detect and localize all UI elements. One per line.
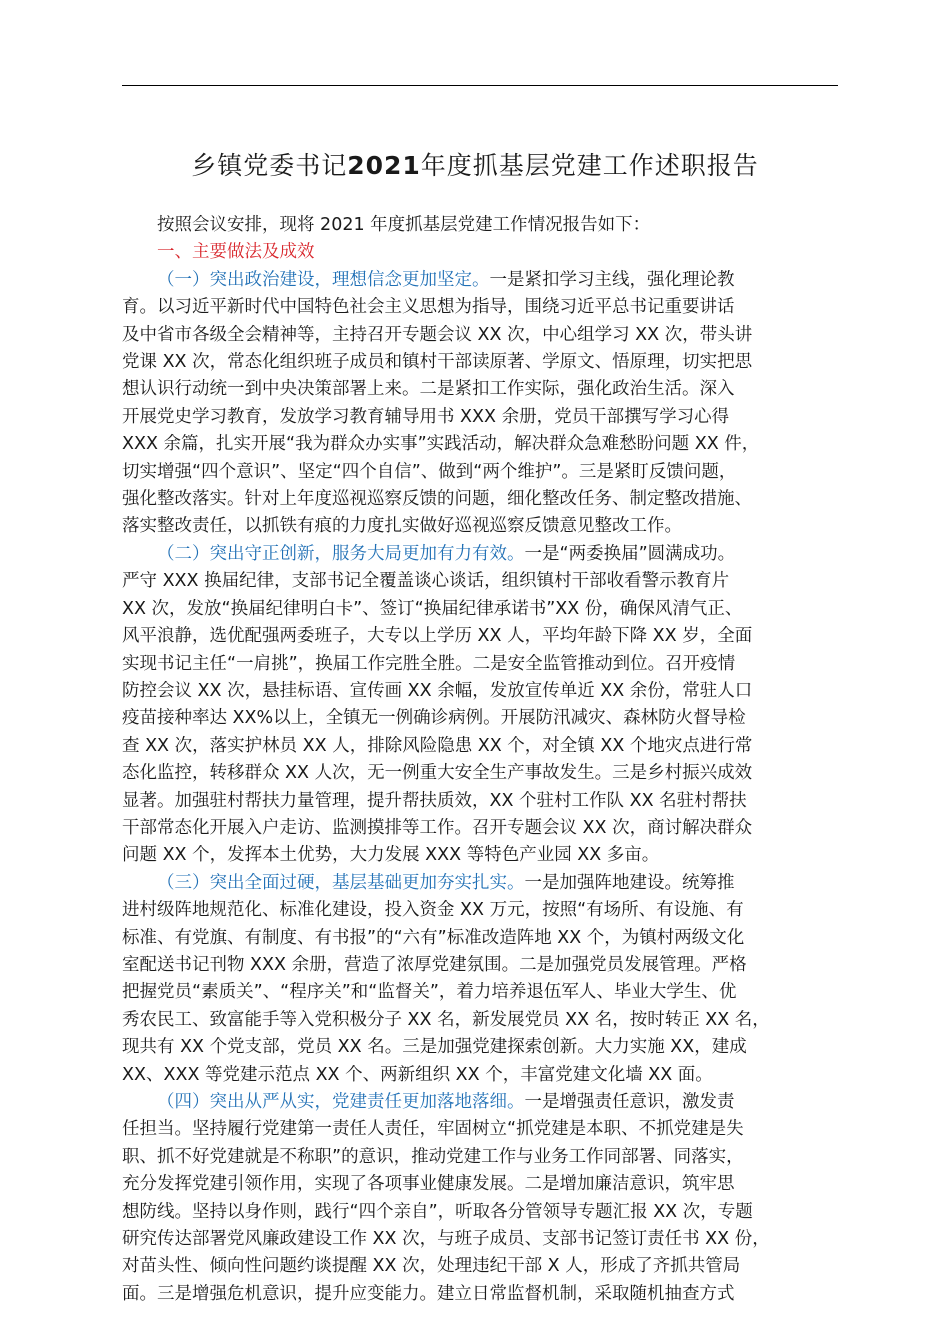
paragraph-1	[122, 267, 842, 541]
p4-heading: （四）突出从严从实，党建责任更加落地落细。	[157, 1092, 525, 1112]
p1-text-0: 一是紧扣学习主线，强化理论教	[489, 269, 735, 290]
p2-line-5: 防控会议 XX 次，悬挂标语、宣传画 XX 余幅，发放宣传单近 XX 余份，常驻人口	[122, 680, 753, 701]
p1-line-9: 落实整改责任，以抓铁有痕的力度扎实做好巡视巡察反馈意见整改工作。	[122, 516, 682, 537]
title-year: 2021	[347, 151, 421, 180]
p4-line-5: 研究传达部署党风廉政建设工作 XX 次，与班子成员、支部书记签订责任书 XX 份，	[122, 1229, 770, 1250]
p4-line-0	[122, 1089, 842, 1116]
title-suffix: 年度抓基层党建工作述职报告	[420, 151, 759, 180]
intro-paragraph: 按照会议安排，现将 2021 年度抓基层党建工作情况报告如下：	[157, 215, 651, 235]
document-body	[122, 212, 842, 1308]
p3-line-7: XX、XXX 等党建示范点 XX 个、两新组织 XX 个，丰富党建文化墙 XX 面。	[122, 1064, 713, 1085]
p4-line-7: 面。三是增强危机意识，提升应变能力。建立日常监督机制，采取随机抽查方式	[122, 1283, 735, 1304]
p3-line-1: 进村级阵地规范化、标准化建设，投入资金 XX 万元，按照“有场所、有设施、有	[122, 900, 744, 921]
document-title	[0, 146, 950, 186]
p4-line-4: 想防线。坚持以身作则，践行“四个亲自”，听取各分管领导专题汇报 XX 次，专题	[122, 1201, 753, 1222]
p1-line-2: 及中省市各级全会精神等，主持召开专题会议 XX 次，中心组学习 XX 次，带头讲	[122, 324, 753, 345]
p2-line-0	[122, 541, 842, 568]
p2-text-0: 一是“两委换届”圆满成功。	[524, 543, 736, 564]
header-rule	[122, 85, 838, 86]
p4-line-1: 任担当。坚持履行党建第一责任人责任，牢固树立“抓党建是本职、不抓党建是失	[122, 1119, 744, 1140]
p1-line-8: 强化整改落实。针对上年度巡视巡察反馈的问题，细化整改任务、制定整改措施、	[122, 489, 752, 510]
p2-line-8: 态化监控，转移群众 XX 人次，无一例重大安全生产事故发生。三是乡村振兴成效	[122, 763, 753, 784]
p3-heading: （三）突出全面过硬，基层基础更加夯实扎实。	[157, 872, 525, 893]
p2-heading: （二）突出守正创新，服务大局更加有力有效。	[157, 543, 525, 564]
p1-line-0	[122, 267, 842, 294]
p2-line-4: 实现书记主任“一肩挑”，换届工作完胜全胜。二是安全监管推动到位。召开疫情	[122, 653, 736, 674]
p3-line-0	[122, 870, 842, 897]
p2-line-2: XX 次，发放“换届纪律明白卡”、签订“换届纪律承诺书”XX 份，确保风清气正、	[122, 598, 743, 619]
p1-heading: （一）突出政治建设，理想信念更加坚定。	[157, 269, 490, 290]
p2-line-9: 显著。加强驻村帮扶力量管理，提升帮扶质效，XX 个驻村工作队 XX 名驻村帮扶	[122, 790, 747, 811]
p1-line-4: 想认识行动统一到中央决策部署上来。二是紧扣工作实际，强化政治生活。深入	[122, 379, 735, 400]
p1-line-5: 开展党史学习教育，发放学习教育辅导用书 XXX 余册，党员干部撰写学习心得	[122, 406, 730, 427]
section-heading: 一、主要做法及成效	[157, 242, 315, 263]
p3-line-6: 现共有 XX 个党支部，党员 XX 名。三是加强党建探索创新。大力实施 XX，建成	[122, 1037, 747, 1058]
p4-line-2: 职、抓不好党建就是不称职”的意识，推动党建工作与业务工作同部署、同落实，	[122, 1146, 744, 1167]
title-prefix: 乡镇党委书记	[191, 151, 348, 180]
p1-line-6: XXX 余篇，扎实开展“我为群众办实事”实践活动，解决群众急难愁盼问题 XX 件，	[122, 434, 760, 455]
p3-line-5: 秀农民工、致富能手等入党积极分子 XX 名，新发展党员 XX 名，按时转正 XX 名，	[122, 1009, 770, 1030]
p3-line-2: 标准、有党旗、有制度、有书报”的“六有”标准改造阵地 XX 个，为镇村两级文化	[122, 927, 745, 948]
paragraph-2	[122, 541, 842, 870]
p3-line-3: 室配送书记刊物 XXX 余册，营造了浓厚党建氛围。二是加强党员发展管理。严格	[122, 954, 747, 975]
p4-line-6: 对苗头性、倾向性问题约谈提醒 XX 次，处理违纪干部 X 人，形成了齐抓共管局	[122, 1256, 741, 1277]
p2-line-11: 问题 XX 个，发挥本土优势，大力发展 XXX 等特色产业园 XX 多亩。	[122, 845, 660, 866]
p1-line-1: 育。以习近平新时代中国特色社会主义思想为指导，围绕习近平总书记重要讲话	[122, 297, 735, 318]
p2-line-6: 疫苗接种率达 XX%以上，全镇无一例确诊病例。开展防汛减灾、森林防火督导检	[122, 708, 746, 729]
p2-line-7: 查 XX 次，落实护林员 XX 人，排除风险隐患 XX 个，对全镇 XX 个地灾点进行常	[122, 735, 753, 756]
paragraph-3	[122, 870, 842, 1089]
p1-line-3: 党课 XX 次，常态化组织班子成员和镇村干部读原著、学原文、悟原理，切实把思	[122, 352, 753, 373]
paragraph-4	[122, 1089, 842, 1308]
p2-line-10: 干部常态化开展入户走访、监测摸排等工作。召开专题会议 XX 次，商讨解决群众	[122, 817, 753, 838]
p2-line-3: 风平浪静，选优配强两委班子，大专以上学历 XX 人，平均年龄下降 XX 岁，全面	[122, 626, 753, 647]
p3-text-0: 一是加强阵地建设。统筹推	[524, 872, 735, 893]
p3-line-4: 把握党员“素质关”、“程序关”和“监督关”，着力培养退伍军人、毕业大学生、优	[122, 982, 737, 1003]
p1-line-7: 切实增强“四个意识”、坚定“四个自信”、做到“两个维护”。三是紧盯反馈问题，	[122, 461, 737, 482]
p4-text-0: 一是增强责任意识，激发责	[524, 1092, 735, 1112]
p4-line-3: 充分发挥党建引领作用，实现了各项事业健康发展。二是增加廉洁意识，筑牢思	[122, 1174, 735, 1195]
p2-line-1: 严守 XXX 换届纪律，支部书记全覆盖谈心谈话，组织镇村干部收看警示教育片	[122, 571, 730, 592]
